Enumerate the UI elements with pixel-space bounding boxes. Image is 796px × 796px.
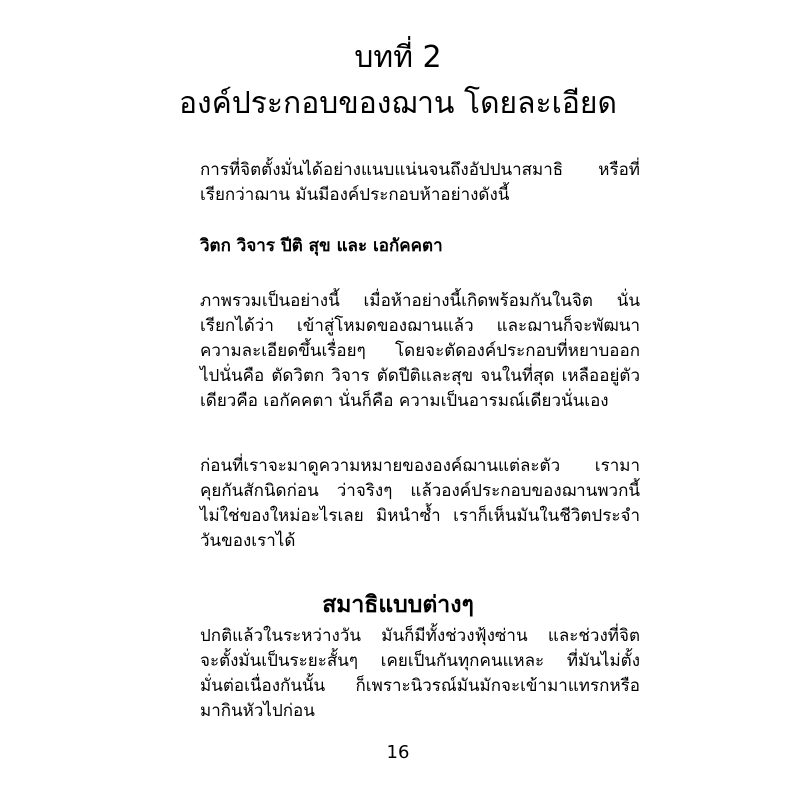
paragraph-before-meaning bbox=[200, 454, 640, 554]
paragraph-daily-concentration bbox=[200, 624, 640, 724]
paragraph-line: เดียวคือ เอกัคคตา นั่นก็คือ ความเป็นอารมณ์เดียวนั่นเอง bbox=[200, 391, 609, 411]
paragraph-line: เรียกว่าฌาน มันมีองค์ประกอบห้าอย่างดังนี้ bbox=[200, 185, 510, 205]
paragraph-line: การที่จิตตั้งมั่นได้อย่างแนบแน่นจนถึงอัปปนาสมาธิ หรือที่ bbox=[200, 160, 640, 180]
paragraph-intro bbox=[200, 158, 640, 208]
paragraph-line: ภาพรวมเป็นอย่างนี้ เมื่อห้าอย่างนี้เกิดพร้อมกันในจิต นั่น bbox=[200, 291, 640, 311]
paragraph-line: มากินหัวไปก่อน bbox=[200, 701, 315, 721]
factors-subheading: วิตก วิจาร ปีติ สุข และ เอกัคคตา bbox=[200, 236, 443, 256]
section-title: สมาธิแบบต่างๆ bbox=[322, 592, 474, 618]
page-number: 16 bbox=[386, 742, 410, 763]
paragraph-line: ปกติแล้วในระหว่างวัน มันก็มีทั้งช่วงฟุ้งซ่าน และช่วงที่จิต bbox=[200, 626, 640, 646]
paragraph-line: จะตั้งมั่นเป็นระยะสั้นๆ เคยเป็นกันทุกคนแหละ ที่มันไม่ตั้ง bbox=[200, 651, 640, 671]
chapter-title: องค์ประกอบของฌาน โดยละเอียด bbox=[179, 86, 617, 121]
paragraph-line: ไม่ใช่ของใหม่อะไรเลย มิหนำซ้ำ เราก็เห็นมันในชีวิตประจำ bbox=[200, 506, 640, 526]
paragraph-overview bbox=[200, 289, 640, 414]
paragraph-line: ก่อนที่เราจะมาดูความหมายขององค์ฌานแต่ละตัว เรามา bbox=[200, 456, 640, 476]
chapter-number: บทที่ 2 bbox=[354, 40, 442, 75]
paragraph-line: วันของเราได้ bbox=[200, 531, 296, 551]
paragraph-line: เรียกได้ว่า เข้าสู่โหมดของฌานแล้ว และฌานก็จะพัฒนา bbox=[200, 316, 640, 336]
paragraph-line: ไปนั่นคือ ตัดวิตก วิจาร ตัดปีติและสุข จนในที่สุด เหลืออยู่ตัว bbox=[200, 366, 640, 386]
paragraph-line: คุยกันสักนิดก่อน ว่าจริงๆ แล้วองค์ประกอบของฌานพวกนี้ bbox=[200, 481, 640, 501]
paragraph-line: ความละเอียดขึ้นเรื่อยๆ โดยจะตัดองค์ประกอบที่หยาบออก bbox=[200, 341, 640, 361]
paragraph-line: มั่นต่อเนื่องกันนั้น ก็เพราะนิวรณ์มันมักจะเข้ามาแทรกหรือ bbox=[200, 676, 640, 696]
